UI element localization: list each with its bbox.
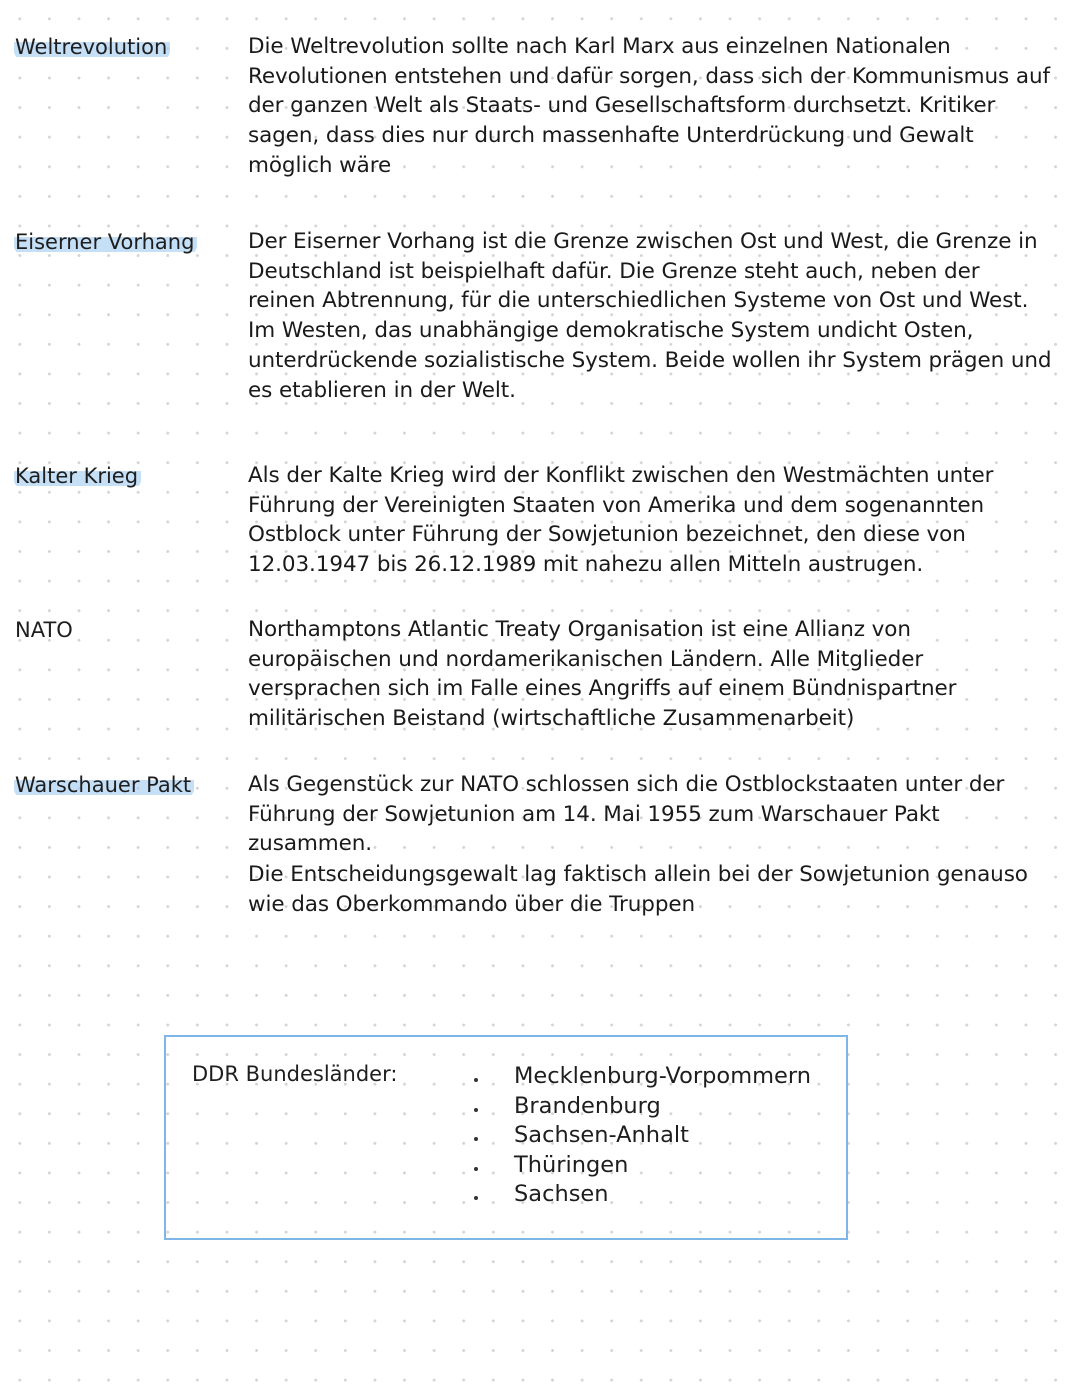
term-kalter-krieg <box>14 461 141 491</box>
ddr-states-box <box>164 1035 848 1240</box>
list-item <box>464 1180 811 1210</box>
term-label: Kalter Krieg <box>14 464 141 488</box>
ddr-states-list <box>464 1062 811 1210</box>
state-name: Brandenburg <box>514 1092 661 1119</box>
definition-warschauer-pakt-continued: Die Entscheidungsgewalt lag faktisch allein bei der Sowjetunion genauso wie das Oberkommando über die Truppen <box>248 862 1028 917</box>
term-nato <box>14 615 76 645</box>
bullet-icon <box>474 1167 478 1171</box>
bullet-icon <box>474 1137 478 1141</box>
term-warschauer-pakt <box>14 770 194 800</box>
state-name: Thüringen <box>514 1151 629 1178</box>
bullet-icon <box>474 1078 478 1082</box>
term-label: Eiserner Vorhang <box>14 230 197 254</box>
definition-eiserner-vorhang: Der Eiserner Vorhang ist die Grenze zwischen Ost und West, die Grenze in Deutschland ist beispielhaft dafür. Die Grenze steht auch, neben der reinen Abtrennung, für die unterschiedlichen Systeme von Ost und West. Im Westen, das unabhängige demokratische System undicht Osten, unterdrückende sozialistische System. Beide wollen ihr System prägen und es etablieren in der Welt. <box>248 229 1052 403</box>
term-label: Warschauer Pakt <box>14 773 194 797</box>
term-eiserner-vorhang <box>14 227 197 257</box>
state-name: Mecklenburg-Vorpommern <box>514 1063 811 1089</box>
definition-kalter-krieg: Als der Kalte Krieg wird der Konflikt zwischen den Westmächten unter Führung der Vereinigten Staaten von Amerika und dem sogenannten Ostblock unter Führung der Sowjetunion bezeichnet, den diese von 12.03.1947 bis 26.12.1989 mit nahezu allen Mitteln austrugen. <box>248 463 994 578</box>
bullet-icon <box>474 1108 478 1112</box>
list-item <box>464 1062 811 1092</box>
list-item <box>464 1121 811 1151</box>
state-name: Sachsen <box>514 1181 609 1208</box>
definition-nato: Northamptons Atlantic Treaty Organisation ist eine Allianz von europäischen und nordamerikanischen Ländern. Alle Mitglieder versprachen sich im Falle eines Angriffs auf einem Bündnispartner militärischen Beistand (wirtschaftliche Zusammenarbeit) <box>248 617 957 732</box>
definition-weltrevolution: Die Weltrevolution sollte nach Karl Marx aus einzelnen Nationalen Revolutionen entstehen und dafür sorgen, dass sich der Kommunismus auf der ganzen Welt als Staats- und Gesellschaftsform durchsetzt. Kritiker sagen, dass dies nur durch massenhafte Unterdrückung und Gewalt möglich wäre <box>248 34 1050 178</box>
ddr-states-label: DDR Bundesländer: <box>192 1062 398 1086</box>
state-name: Sachsen-Anhalt <box>514 1122 689 1149</box>
term-label: NATO <box>15 618 73 642</box>
term-weltrevolution <box>14 32 170 62</box>
definition-warschauer-pakt: Als Gegenstück zur NATO schlossen sich die Ostblockstaaten unter der Führung der Sowjetunion am 14. Mai 1955 zum Warschauer Pakt zusammen. <box>248 772 1005 857</box>
list-item <box>464 1151 811 1181</box>
list-item <box>464 1092 811 1122</box>
bullet-icon <box>474 1196 478 1200</box>
term-label: Weltrevolution <box>14 35 170 59</box>
